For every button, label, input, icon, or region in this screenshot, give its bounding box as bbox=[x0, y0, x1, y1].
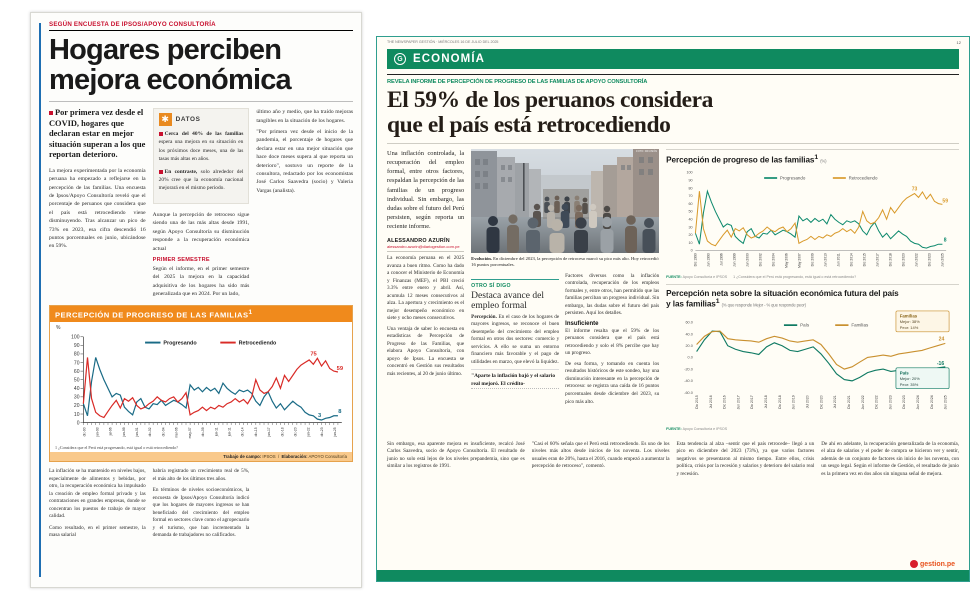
right-main-grid bbox=[377, 149, 969, 435]
datos-item-1-text: espera una mejora en su situación en los próximos doce meses, una de las tasas más altas en años. bbox=[158, 139, 244, 162]
svg-text:País: País bbox=[800, 322, 810, 328]
svg-text:País: País bbox=[899, 370, 909, 376]
svg-text:24: 24 bbox=[938, 336, 945, 343]
left-lead-paragraph bbox=[49, 108, 146, 161]
section-name: ECONOMÍA bbox=[413, 53, 486, 65]
svg-text:Jun 2024: Jun 2024 bbox=[916, 395, 921, 410]
right-chart-2-source-label: FUENTE: bbox=[666, 426, 682, 431]
svg-text:jun-11: jun-11 bbox=[227, 427, 232, 437]
svg-text:40.0: 40.0 bbox=[685, 331, 693, 336]
right-chart-2-title-line1: Percepción neta sobre la situación económica futura del país bbox=[666, 288, 899, 298]
svg-text:20: 20 bbox=[73, 403, 80, 410]
right-col-b-3: Sin embargo, esa aparente mejora es insuficiente, recalcó José Carlos Saavedra, socio de Apoyo Consultoría. El resultado de junio no solo está lejos de los niveles prepandemia, sino que es similar a los registros de 1991. bbox=[387, 440, 525, 470]
svg-text:dic-23: dic-23 bbox=[319, 427, 324, 437]
svg-text:Mejor: 20%: Mejor: 20% bbox=[899, 375, 920, 381]
datos-item-1 bbox=[159, 130, 244, 162]
right-col-a-3: Factores diversos como la inflación controlada, recuperación de los empleos formales y, entre otros, han permitido que las familias perciban un progreso individual. Sin embargo, las dudas sobre el futuro del país persisten. Aquí los detalles. bbox=[565, 272, 660, 317]
left-chart-source: Trabajo de campo: IPSOS / Elaboración: APOYO Consultoría bbox=[50, 452, 352, 461]
svg-text:may-07: may-07 bbox=[187, 427, 192, 439]
left-body-1: La mejora experimentada por la economía peruana ha empezado a reflejarse en la percepción de las familias. Una encuesta de Ipsos/Apoyo Consultoría reveló que el porcentaje de peruanos que considera que el país está retrocediendo viene disminuyendo. Tras alcanzar un pico de 73% en 2023, esa cifra descendió 16 puntos porcentuales en junio, ubicándose en 59%. bbox=[49, 167, 146, 250]
footer-green-bar bbox=[377, 570, 969, 581]
right-chart-1-title bbox=[666, 154, 959, 165]
left-body-8: habría registrado un crecimiento real de 5%, el más alto de los últimos tres años. bbox=[152, 468, 250, 482]
datos-box bbox=[153, 108, 250, 204]
svg-text:dic-90: dic-90 bbox=[82, 427, 87, 437]
svg-text:Dic 2021: Dic 2021 bbox=[847, 395, 852, 409]
svg-text:20: 20 bbox=[688, 233, 693, 238]
svg-text:Dic 2014: Dic 2014 bbox=[849, 253, 854, 267]
byline bbox=[387, 238, 464, 252]
gestion-logo-text: gestion.pe bbox=[919, 560, 955, 568]
svg-text:mar-06: mar-06 bbox=[174, 427, 179, 438]
right-chart-2-source bbox=[666, 427, 959, 431]
page-topline bbox=[377, 37, 969, 45]
svg-text:60: 60 bbox=[73, 368, 80, 375]
left-body-6: La inflación se ha mantenido en niveles bajos, especialmente de alimentos y bebidas, por otro, la recuperación económica ha impulsado la creación de empleo formal privado y las contrataciones en grandes empresas, donde se concentran los puestos de trabajo de mayor calidad. bbox=[49, 468, 146, 520]
svg-text:Dic 2018: Dic 2018 bbox=[888, 253, 893, 267]
right-newspaper-page bbox=[376, 36, 970, 582]
svg-text:80: 80 bbox=[73, 351, 80, 358]
right-bottom-columns bbox=[377, 441, 969, 479]
svg-text:Dic 2023: Dic 2023 bbox=[902, 395, 907, 409]
right-col-b-1: El informe resalta que el 59% de los peruanos considera que el país está retrocediendo y solo el 8% percibe que hay un progreso. bbox=[565, 327, 660, 357]
svg-text:Jul 2021: Jul 2021 bbox=[833, 395, 838, 408]
otro-si-digo-box bbox=[471, 279, 559, 390]
left-chart-unit: % bbox=[56, 325, 61, 332]
svg-text:Dic 2015: Dic 2015 bbox=[862, 253, 867, 267]
left-column-3 bbox=[256, 108, 353, 298]
svg-text:10: 10 bbox=[73, 411, 80, 418]
svg-text:Dic 2016: Dic 2016 bbox=[722, 395, 727, 409]
svg-text:100: 100 bbox=[686, 170, 693, 175]
svg-text:Jul 2020: Jul 2020 bbox=[805, 395, 810, 408]
svg-text:60.0: 60.0 bbox=[685, 320, 693, 325]
page-number: 12 bbox=[956, 40, 961, 45]
left-chart-plot-area bbox=[50, 322, 352, 444]
svg-text:8: 8 bbox=[338, 408, 342, 415]
svg-text:0.0: 0.0 bbox=[687, 355, 693, 360]
svg-text:Jul 2016: Jul 2016 bbox=[708, 395, 713, 408]
section-banner bbox=[387, 49, 959, 69]
svg-text:dic-18: dic-18 bbox=[280, 427, 285, 437]
left-chart-source-label-1: Trabajo de campo: bbox=[223, 454, 262, 460]
left-body-2: Aunque la percepción de retroceso sigue siendo una de las más altas desde 1991, según Apoyo Consultoría su disminución responde a la recuperación económica actual bbox=[152, 212, 250, 252]
byline-email[interactable]: alessandro.azurin@diariogestion.com.pe bbox=[387, 244, 460, 250]
byline-name: ALESSANDRO AZURÍN bbox=[387, 238, 450, 245]
svg-text:Progresando: Progresando bbox=[163, 340, 197, 347]
standfirst: Una inflación controlada, la recuperación del empleo formal, entre otros factores, respaldan la percepción de las familias de un progreso individual. Sin embargo, las dudas sobre el futuro del Perú persisten, según reporta un reciente informe. bbox=[387, 150, 465, 230]
star-icon: ✱ bbox=[159, 113, 172, 126]
svg-text:Progresando: Progresando bbox=[780, 175, 806, 181]
svg-text:dic-14: dic-14 bbox=[240, 427, 245, 437]
svg-text:59: 59 bbox=[336, 366, 344, 373]
callout-pais bbox=[896, 368, 949, 389]
callout-familias bbox=[896, 311, 949, 332]
right-column-2 bbox=[471, 149, 659, 435]
right-col-a3-wrapper bbox=[565, 273, 659, 407]
osd-wrapper bbox=[471, 273, 559, 407]
svg-text:Jun 2011: Jun 2011 bbox=[836, 253, 841, 267]
right-chart-2-sup: 1 bbox=[715, 297, 720, 305]
right-chart-2-source-value: Apoyo Consultoría e IPSOS bbox=[682, 426, 728, 431]
left-page-title bbox=[49, 35, 353, 95]
svg-text:0: 0 bbox=[76, 420, 80, 427]
svg-text:59: 59 bbox=[942, 198, 949, 205]
svg-text:-60.0: -60.0 bbox=[684, 390, 693, 395]
right-chart-1-svg bbox=[666, 165, 959, 269]
left-blue-rule bbox=[39, 23, 41, 577]
left-body-5: "Por primera vez desde el inicio de la pandemia, el porcentaje de hogares que declara estar en una mejor situación que hace doce meses supera al que reporta un deterioro", sostuvo un reporte de la consultora, redactado por los economistas José Carlos Saavedra (socio) y Valeria Vargas (analista). bbox=[256, 129, 354, 194]
subhead-insuficiente: Insuficiente bbox=[565, 320, 599, 327]
right-chart-1-sup: 1 bbox=[814, 154, 819, 162]
right-headline-line1: El 59% de los peruanos considera bbox=[387, 87, 714, 114]
svg-text:0: 0 bbox=[690, 248, 693, 253]
osd-quote: "Aparte la inflación bajó y el salario real mejoró. El crédito- bbox=[471, 369, 559, 388]
svg-text:May 2007: May 2007 bbox=[797, 253, 802, 268]
datos-item-2 bbox=[159, 168, 244, 192]
right-col-b-2: De esa forma, y tomando en cuenta los resultados históricos de este sondeo, hay una disminución interesante en la percepción de retroceso: se registra una caída de 16 puntos porcentuales desde diciembre del 2023, su pico más alto. bbox=[565, 360, 660, 405]
bottom-col-3 bbox=[677, 441, 815, 479]
datos-item-2-text: solo alrededor del 20% cree que la economía nacional mejorará en el mismo periodo. bbox=[158, 168, 244, 191]
svg-text:Jun 1999: Jun 1999 bbox=[732, 253, 737, 267]
left-chart-source-value-1: IPSOS bbox=[262, 454, 276, 460]
svg-text:100: 100 bbox=[71, 334, 80, 341]
bottom-col-4 bbox=[821, 441, 959, 479]
svg-text:Retrocediendo: Retrocediendo bbox=[238, 340, 277, 347]
left-chart-footnote: 1 ¿Considera que el Perú está progresando, está igual o está retrocediendo? bbox=[55, 445, 178, 451]
right-col-a-2: Una ventaja de saber lo encuesta en estadísticas de Percepción de Progreso de las Familias, que elabora Apoyo Consultoría, con apoyo de Ipsos. La encuesta se concentró en Gestión sus resultados más recientes, al 20 de junio último. bbox=[387, 325, 465, 378]
svg-text:20.0: 20.0 bbox=[685, 343, 693, 348]
svg-text:Dic 2024: Dic 2024 bbox=[929, 395, 934, 409]
osd-title: Destaca avance del empleo formal bbox=[471, 290, 544, 311]
topline-text: THE NEWSPAPER GESTIÓN · MIÉRCOLES 16 DE JULIO DEL 2025 bbox=[387, 40, 499, 44]
svg-text:Peor: 35%: Peor: 35% bbox=[899, 381, 919, 387]
left-divider bbox=[49, 101, 353, 102]
right-col-b-4: "Casi el 60% señala que el Perú está retrocediendo. Es uno de los niveles más altos desde inicios de los noventa. Los niveles usuales eran de 20%, hasta el 2016, cuando empezó a aumentar la percepción de retroceso", comentó. bbox=[531, 440, 670, 470]
primer-semestre-kicker: PRIMER SEMESTRE bbox=[152, 257, 210, 264]
right-chart-1-card bbox=[666, 149, 959, 279]
osd-kicker: OTRO SÍ DIGO bbox=[471, 282, 511, 289]
datos-title: DATOS bbox=[175, 116, 201, 124]
svg-text:90: 90 bbox=[688, 178, 693, 183]
left-chart-svg bbox=[54, 331, 348, 439]
svg-text:Dic 2023: Dic 2023 bbox=[927, 253, 932, 267]
street-crowd-photo bbox=[471, 149, 659, 253]
osd-body-lead: Percepción. bbox=[471, 313, 497, 320]
svg-text:jul-96: jul-96 bbox=[108, 427, 113, 436]
svg-text:jun-22: jun-22 bbox=[306, 427, 311, 437]
svg-text:May 2006: May 2006 bbox=[784, 253, 789, 268]
svg-text:Dic 2020: Dic 2020 bbox=[819, 395, 824, 409]
osd-and-col bbox=[471, 273, 659, 407]
svg-text:70: 70 bbox=[73, 360, 80, 367]
photo-graphic bbox=[471, 149, 659, 253]
right-column-1 bbox=[387, 149, 464, 435]
right-chart-2-card bbox=[666, 284, 959, 431]
red-square-bullet-icon bbox=[159, 132, 163, 136]
gestion-pe-logo[interactable] bbox=[910, 560, 955, 568]
left-body-3: Según el informe, en el primer semestre del 2025 la mejora en la capacidad adquisitiva de los hogares ha sido más generalizada que en 2024. Por un lado, bbox=[152, 266, 250, 298]
svg-text:dic-20: dic-20 bbox=[293, 427, 298, 437]
left-body-9: En términos de niveles socioeconómicos, la encuesta de Ipsos/Apoyo Consultoría indicó que los hogares de mayores ingresos se han beneficiado del crecimiento del empleo formal en sectores clave como el agropecuario y el turismo, que han incrementado la demanda de trabajadores no calificados. bbox=[152, 487, 250, 539]
svg-text:10: 10 bbox=[688, 240, 693, 245]
right-col-b-5: Esta tendencia al alza –sentir que el país retrocede– llegó a un pico en diciembre del 2023 (73%), ya que varios factores negativos se presentaron al mismo tiempo. Entre ellos, crisis política, crisis por la recesión y salarios y deterioro del salario real y recesión. bbox=[676, 440, 815, 477]
svg-text:90: 90 bbox=[73, 343, 80, 350]
bottom-col-1 bbox=[387, 441, 525, 479]
svg-text:50: 50 bbox=[688, 209, 693, 214]
red-square-bullet-icon bbox=[159, 170, 163, 174]
osd-body-text: En el caso de los hogares de mayores ingresos, se reconoce el buen desempeño del crecimiento del empleo formal en otros dos sectores: comercio y servicios. A ello se suma un entorno financiero más favorable y el pago de utilidades en marzo, que elevó la liquidez. bbox=[471, 313, 560, 365]
byline-rule bbox=[387, 251, 464, 252]
right-headline-line2: que el país está retrocediendo bbox=[387, 112, 671, 139]
left-newspaper-clipping bbox=[30, 12, 362, 588]
svg-text:40: 40 bbox=[688, 217, 693, 222]
svg-text:Jun 2023: Jun 2023 bbox=[888, 395, 893, 410]
svg-text:Familias: Familias bbox=[851, 322, 869, 328]
right-kicker: REVELA INFORME DE PERCEPCIÓN DE PROGRESO DE LAS FAMILIAS DE APOYO CONSULTORÍA bbox=[387, 79, 648, 86]
bottom-col-2 bbox=[532, 441, 670, 479]
svg-text:8: 8 bbox=[943, 237, 947, 244]
osd-body bbox=[471, 314, 559, 367]
right-chart-1-unit: (%) bbox=[820, 158, 827, 164]
right-chart-2-title bbox=[666, 289, 959, 309]
svg-text:dic-09: dic-09 bbox=[201, 427, 206, 437]
svg-text:40: 40 bbox=[73, 386, 80, 393]
svg-text:Jun 2000: Jun 2000 bbox=[745, 253, 750, 267]
gestion-circle-icon: G bbox=[394, 53, 406, 65]
datos-header bbox=[159, 113, 244, 126]
right-chart-1-footnote: 1 ¿Considera que el Perú está progresando, está igual o está retrocediendo? bbox=[733, 274, 857, 279]
svg-text:Dic 2017: Dic 2017 bbox=[750, 395, 755, 409]
datos-item-1-bold: Cerca del 40% de las familias bbox=[164, 131, 244, 138]
left-lead-text: Por primera vez desde el COVID, hogares que declaran estar en mejor situación superan a los que reportan deterioro. bbox=[49, 108, 146, 160]
right-chart-2-title-line2: y las familias bbox=[666, 299, 716, 309]
svg-text:80: 80 bbox=[688, 186, 693, 191]
svg-text:-16: -16 bbox=[937, 360, 945, 367]
right-col-a-1: La economía peruana en el 2025 avanza a buen ritmo. Como ha dado a conocer el Ministerio de Economía y Finanzas (MEF), el PBI creció 3.3% entre enero y abril. Así, acumula 12 meses consecutivos al alza. La apertura y crecimiento es el mejor desempeño económico en siete y ocho meses consecutivos. bbox=[387, 255, 465, 322]
svg-text:Dic 2018: Dic 2018 bbox=[777, 395, 782, 409]
left-chart-source-label-2: Elaboración: bbox=[281, 454, 308, 460]
right-chart-1-source-label: FUENTE: bbox=[666, 274, 682, 279]
svg-text:-20.0: -20.0 bbox=[684, 367, 693, 372]
svg-text:-40.0: -40.0 bbox=[684, 378, 693, 383]
svg-text:50: 50 bbox=[73, 377, 80, 384]
right-page-title bbox=[387, 88, 959, 138]
svg-text:Jun 2025: Jun 2025 bbox=[943, 395, 948, 410]
svg-text:jun-25: jun-25 bbox=[333, 427, 337, 437]
svg-text:75: 75 bbox=[310, 351, 317, 358]
photo-caption bbox=[471, 256, 659, 268]
svg-text:Jul 2018: Jul 2018 bbox=[764, 395, 769, 408]
svg-text:Dic 2020: Dic 2020 bbox=[901, 253, 906, 267]
svg-text:jun-17: jun-17 bbox=[267, 427, 272, 437]
svg-text:Mejor: 38%: Mejor: 38% bbox=[899, 318, 920, 324]
red-square-bullet-icon bbox=[49, 111, 53, 115]
right-chart-2-unit: (% que responde Mejor - % que responde peor) bbox=[721, 302, 806, 308]
svg-text:dic-02: dic-02 bbox=[148, 427, 153, 437]
svg-text:jun-11: jun-11 bbox=[214, 427, 219, 437]
left-chart-title bbox=[50, 306, 352, 323]
svg-text:dic-04: dic-04 bbox=[161, 427, 166, 437]
svg-text:Retrocediendo: Retrocediendo bbox=[848, 175, 878, 181]
right-chart-2-svg bbox=[666, 309, 959, 421]
left-column-1 bbox=[49, 108, 146, 298]
svg-text:dic-15: dic-15 bbox=[253, 427, 258, 437]
right-col-c-1: De ahí en adelante, la recuperación generalizada de la economía, el alza de salarios y el poder de compra se hicieron ver y sentir, además de un conjunto de factores sin inicio de los noventa, con un sesgo legal. Según el informe de Gestión, el resultado de junio es la primera vez en dos años sin ninguna señal de mejora. bbox=[821, 440, 959, 477]
right-chart-1-source bbox=[666, 275, 959, 279]
svg-text:jun-01: jun-01 bbox=[135, 427, 140, 437]
svg-text:Jun 2010: Jun 2010 bbox=[823, 253, 828, 267]
svg-text:Jun 2017: Jun 2017 bbox=[875, 253, 880, 267]
svg-text:Familias: Familias bbox=[899, 313, 918, 319]
left-chart-title-text: PERCEPCIÓN DE PROGRESO DE LAS FAMILIAS bbox=[55, 310, 249, 320]
svg-text:Dic 2015: Dic 2015 bbox=[695, 395, 700, 409]
svg-text:Dic 1990: Dic 1990 bbox=[693, 253, 698, 267]
left-body-7: Como resultado, en el primer semestre, la masa salarial bbox=[49, 524, 146, 539]
right-divider bbox=[387, 143, 959, 144]
left-chart-source-value-2: APOYO Consultoría bbox=[308, 454, 347, 460]
left-column-2 bbox=[153, 108, 250, 298]
svg-text:Jun 1993: Jun 1993 bbox=[706, 253, 711, 267]
svg-text:Jun 2022: Jun 2022 bbox=[914, 253, 919, 267]
left-columns bbox=[49, 108, 353, 298]
caption-lead: Evolución. bbox=[471, 256, 492, 262]
svg-text:3: 3 bbox=[317, 413, 322, 420]
photo-credit: FOTO: DIFUSIÓN bbox=[636, 150, 658, 154]
left-headline-line1: Hogares perciben bbox=[49, 34, 282, 66]
left-bottom-columns bbox=[49, 468, 353, 540]
svg-text:Dic 2022: Dic 2022 bbox=[874, 395, 879, 409]
left-kicker: SEGÚN ENCUESTA DE IPSOS/APOYO CONSULTORÍA bbox=[49, 21, 353, 31]
banner-underline bbox=[387, 74, 959, 75]
left-chart-card bbox=[49, 305, 353, 463]
svg-text:Jun 2022: Jun 2022 bbox=[860, 395, 865, 410]
gestion-dot-icon bbox=[910, 560, 918, 568]
svg-text:30: 30 bbox=[688, 225, 693, 230]
left-headline-line2: mejora económica bbox=[49, 64, 291, 97]
right-chart-1-source-value: Apoyo Consultoría e IPSOS bbox=[682, 274, 728, 279]
svg-text:Jul 1996: Jul 1996 bbox=[719, 253, 724, 266]
svg-text:Dic 2002: Dic 2002 bbox=[758, 253, 763, 267]
svg-text:Dic 2004: Dic 2004 bbox=[771, 253, 776, 267]
left-chart-title-sup: 1 bbox=[248, 308, 253, 316]
svg-text:Peor: 14%: Peor: 14% bbox=[899, 324, 919, 330]
svg-text:Jun 2025: Jun 2025 bbox=[940, 253, 945, 267]
svg-text:Jun 2017: Jun 2017 bbox=[736, 395, 741, 410]
right-column-3 bbox=[666, 149, 959, 435]
svg-text:73: 73 bbox=[911, 186, 918, 193]
svg-text:60: 60 bbox=[688, 201, 693, 206]
left-body-4: último año y medio, que ha traído mejoras tangibles en la situación de los hogares. bbox=[256, 109, 354, 124]
svg-text:Jun 2019: Jun 2019 bbox=[791, 395, 796, 410]
right-chart-1-title-text: Percepción de progreso de las familias bbox=[666, 155, 815, 165]
caption-text: En diciembre del 2023, la percepción de retroceso marcó su pico más alto. Hoy retrocedió 16 puntos porcentuales. bbox=[471, 256, 659, 268]
svg-text:jun-99: jun-99 bbox=[121, 427, 126, 437]
svg-text:30: 30 bbox=[73, 394, 80, 401]
svg-text:Dic 2009: Dic 2009 bbox=[810, 253, 815, 267]
svg-text:jun-93: jun-93 bbox=[95, 427, 100, 437]
datos-item-2-bold: En contraste, bbox=[164, 168, 198, 175]
svg-text:70: 70 bbox=[688, 194, 693, 199]
